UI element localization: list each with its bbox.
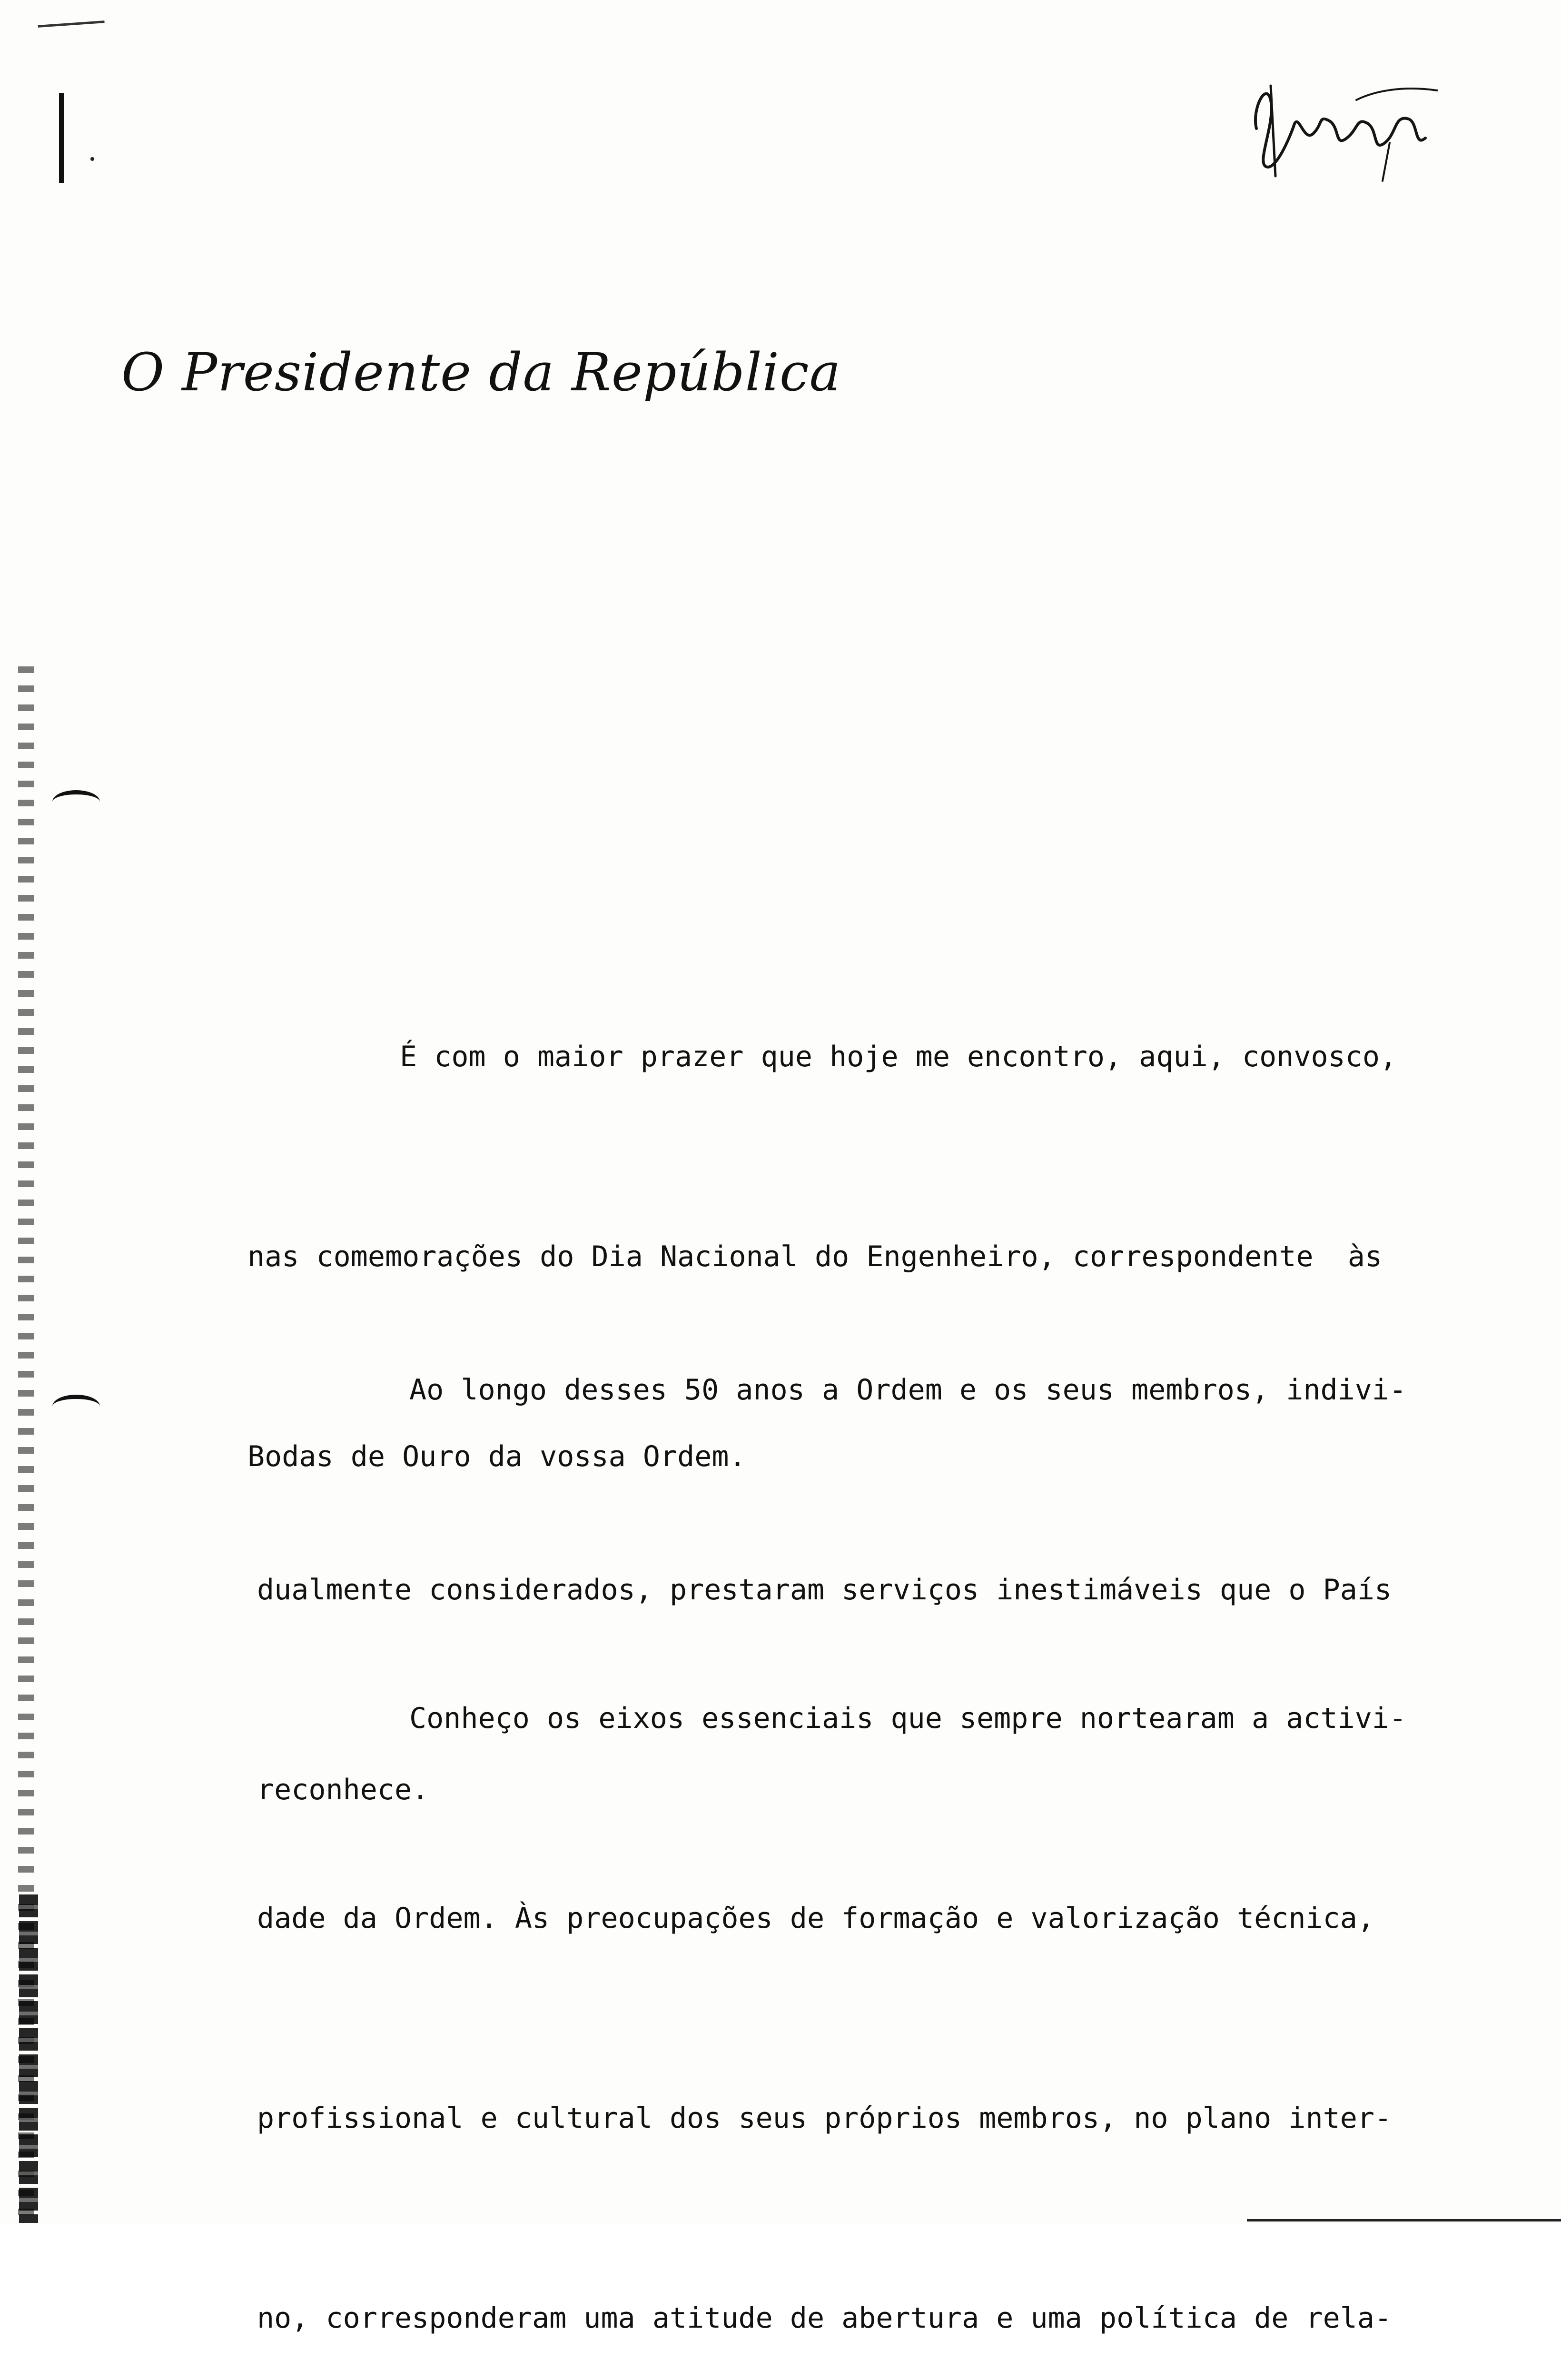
paragraph-line: no, corresponderam uma atitude de abertura e uma política de rela- <box>257 2301 1392 2335</box>
signature <box>1237 71 1447 186</box>
paragraph-line: Conheço os eixos essenciais que sempre nortearam a activi- <box>409 1702 1407 1735</box>
margin-bar-mark <box>59 93 64 183</box>
paragraph-line: Ao longo desses 50 anos a Ordem e os seus membros, indivi- <box>409 1373 1407 1407</box>
binding-edge-dark <box>19 1894 38 2223</box>
punch-hole-top <box>52 790 100 813</box>
page-bottom-rule <box>1247 2219 1561 2221</box>
paragraph-line: É com o maior prazer que hoje me encontro, aqui, convosco, <box>400 1040 1397 1073</box>
margin-dot <box>90 157 94 161</box>
paragraph-line: Bodas de Ouro da vossa Ordem. <box>247 1440 746 1473</box>
paragraph-3 <box>257 1552 1542 2380</box>
paragraph-line: profissional e cultural dos seus próprios membros, no plano inter- <box>257 2102 1392 2135</box>
scan-artifact-mark <box>38 20 105 32</box>
letterhead-title <box>121 328 841 424</box>
punch-hole-bottom <box>52 1395 100 1418</box>
paragraph-line: reconhece. <box>257 1773 429 1806</box>
paragraph-line: dade da Ordem. Às preocupações de formação e valorização técnica, <box>257 1902 1374 1935</box>
letterhead-text: O Presidente da República <box>121 342 841 403</box>
paragraph-line: nas comemorações do Dia Nacional do Engenheiro, correspondente às <box>247 1240 1383 1273</box>
paragraph-line: dualmente considerados, prestaram serviços inestimáveis que o País <box>257 1573 1392 1606</box>
